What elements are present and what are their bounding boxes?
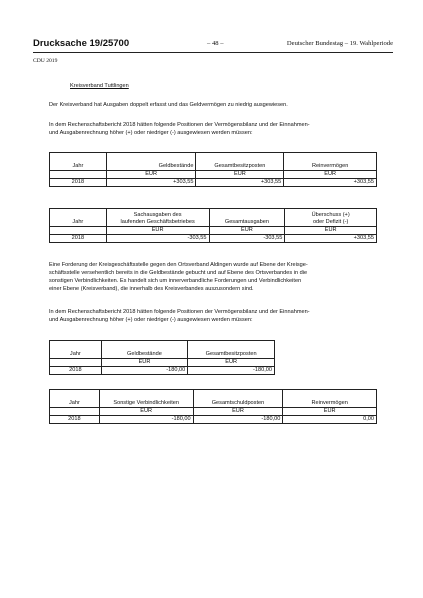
column-header: Jahr (50, 153, 107, 171)
party-tag: CDU 2019 (33, 58, 58, 64)
table-cell: +303,55 (106, 179, 196, 187)
table-cell: -303,55 (106, 235, 209, 243)
table-correction-1 (49, 152, 377, 187)
table-unit-row (50, 227, 377, 235)
paragraph-line: schäftsstelle versehentlich bereits in die Geldbestände gebucht und auf Ebene des Ortsverbandes in die (49, 270, 308, 276)
table-cell: 0,00 (283, 416, 377, 424)
paragraph-line: und Ausgabenrechnung höher (+) oder niedriger (-) ausgewiesen werden müssen: (49, 130, 253, 136)
unit-cell: EUR (284, 171, 377, 179)
column-header: Gesamtausgaben (209, 209, 285, 227)
column-header (285, 209, 377, 227)
column-header: Geldbestände (101, 341, 188, 359)
table-unit-row (50, 359, 275, 367)
header-line: laufenden Geschäftsbetriebes (120, 219, 195, 225)
unit-cell: EUR (106, 171, 196, 179)
table-header-row (50, 390, 377, 408)
page-header (33, 38, 393, 50)
table-cell: -180,00 (99, 416, 193, 424)
unit-cell: EUR (285, 227, 377, 235)
header-line: Sachausgaben des (133, 212, 182, 218)
unit-cell: EUR (283, 408, 377, 416)
unit-cell: EUR (209, 227, 285, 235)
unit-cell (50, 359, 102, 367)
unit-cell: EUR (99, 408, 193, 416)
paragraph-line: einer Ebene (Kreisverband), die innerhalb des Kreisverbandes auszusondern sind. (49, 286, 254, 292)
paragraph-intro: Der Kreisverband hat Ausgaben doppelt erfasst und das Geldvermögen zu niedrig ausgewiesen. (49, 102, 288, 108)
column-header: Jahr (50, 209, 107, 227)
document-number: Drucksache 19/25700 (33, 38, 130, 49)
column-header (106, 209, 209, 227)
table-unit-row (50, 408, 377, 416)
header-line: oder Defizit (-) (312, 219, 349, 225)
table-cell: 2018 (50, 235, 107, 243)
table-row (50, 235, 377, 243)
column-header: Gesamtbesitzposten (196, 153, 284, 171)
table-cell: +303,55 (284, 179, 377, 187)
table-correction-4 (49, 389, 377, 424)
table-header-row (50, 209, 377, 227)
table-row (50, 179, 377, 187)
table-cell: +303,55 (285, 235, 377, 243)
paragraph-line: und Ausgabenrechnung höher (+) oder niedriger (-) ausgewiesen werden müssen: (49, 317, 253, 323)
table-header-row (50, 341, 275, 359)
table-row (50, 367, 275, 375)
table-cell: -180,00 (188, 367, 275, 375)
column-header: Jahr (50, 390, 100, 408)
header-line: Überschuss (+) (311, 212, 350, 218)
table-cell: 2018 (50, 416, 100, 424)
unit-cell (50, 408, 100, 416)
column-header: Gesamtbesitzposten (188, 341, 275, 359)
table-correction-2 (49, 208, 377, 243)
table-cell: 2018 (50, 367, 102, 375)
table-unit-row (50, 171, 377, 179)
institution-label: Deutscher Bundestag – 19. Wahlperiode (286, 40, 393, 47)
unit-cell: EUR (106, 227, 209, 235)
column-header: Gesamtschuldposten (193, 390, 283, 408)
unit-cell (50, 171, 107, 179)
column-header: Geldbestände (106, 153, 196, 171)
column-header: Jahr (50, 341, 102, 359)
column-header: Reinvermögen (283, 390, 377, 408)
table-header-row (50, 153, 377, 171)
header-divider (33, 52, 393, 53)
unit-cell: EUR (101, 359, 188, 367)
table-cell: -180,00 (193, 416, 283, 424)
column-header: Sonstige Verbindlichkeiten (99, 390, 193, 408)
page-number: – 48 – (207, 40, 224, 47)
table-cell: +303,55 (196, 179, 284, 187)
paragraph-line: Eine Forderung der Kreisgeschäftsstelle gegen den Ortsverband Aldingen wurde auf Ebene der Kreisge- (49, 262, 308, 268)
paragraph-line: In dem Rechenschaftsbericht 2018 hätten folgende Positionen der Vermögensbilanz und der Einnahmen- (49, 122, 310, 128)
table-correction-3 (49, 340, 275, 375)
column-header: Reinvermögen (284, 153, 377, 171)
table-cell: -180,00 (101, 367, 188, 375)
unit-cell: EUR (196, 171, 284, 179)
unit-cell: EUR (188, 359, 275, 367)
table-cell: 2018 (50, 179, 107, 187)
paragraph-line: In dem Rechenschaftsbericht 2018 hätten folgende Positionen der Vermögensbilanz und der Einnahmen- (49, 309, 310, 315)
section-heading: Kreisverband Tuttlingen (70, 83, 129, 89)
table-cell: -303,55 (209, 235, 285, 243)
table-row (50, 416, 377, 424)
unit-cell: EUR (193, 408, 283, 416)
paragraph-line: sonstigen Verbindlichkeiten. Es handelt sich um innerverbandliche Forderungen und Verbindlichkeiten (49, 278, 302, 284)
unit-cell (50, 227, 107, 235)
